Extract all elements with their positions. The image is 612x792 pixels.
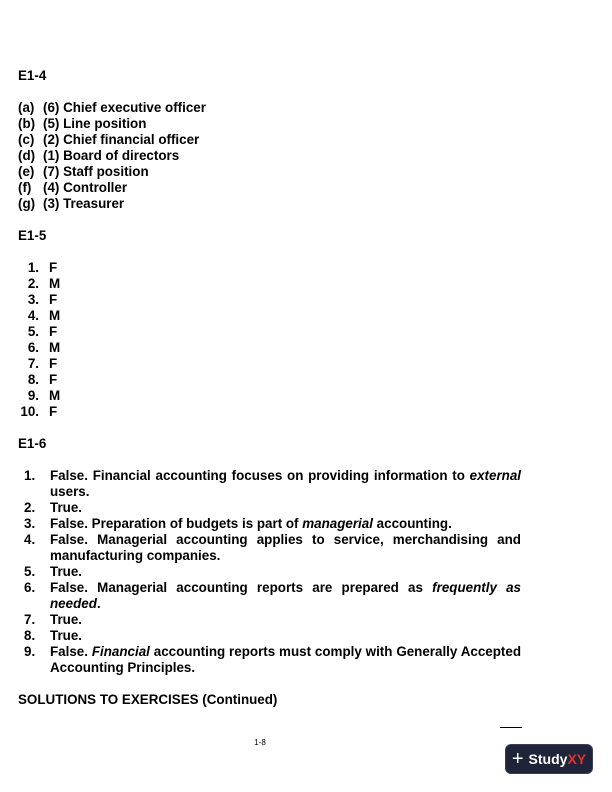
page-number: 1-8: [254, 738, 266, 747]
badge-text-accent: XY: [567, 751, 587, 767]
list-item: 1. False. Financial accounting focuses on providing information to external users.: [24, 468, 521, 499]
list-item: 3. False. Preparation of budgets is part of managerial accounting.: [24, 516, 452, 531]
e1-6-list: [24, 468, 521, 676]
footer-rule: [500, 727, 522, 728]
list-item: 5. True.: [24, 564, 82, 579]
badge-text-main: Study: [528, 751, 568, 767]
list-item: 8. True.: [24, 628, 82, 643]
section-heading-e1-4: E1-4: [18, 68, 47, 83]
list-item: (a) (6) Chief executive officer: [18, 100, 206, 115]
list-item: 6. False. Managerial accounting reports are prepared as frequently as needed.: [24, 580, 521, 611]
section-heading-e1-5: E1-5: [18, 228, 47, 243]
section-heading-e1-6: E1-6: [18, 436, 47, 451]
document-page: E1-4 (a) (6) Chief executive officer (b) (5) Line position (c) (2) Chief financial officer (d) (1) Board of directors (e) (7) Staff position (f) (4) Controller (g) (3) Treasurer E1-5 1. F 2. M 3. F 4. M 5. F 6. M 7. F 8. F 9. M 10. F E1-6 1. False. Financial accounting focuses on providing information to external users. 2. True. 3. False. Preparation of budgets is part of managerial accounting. 4. False. Managerial accounting applies to service, merchandising and manufacturing companies. 5. True. 6. False. Managerial accounting reports are prepared as frequently as needed. 7. True. 8. True. 9. False. Financial accounting reports must comply with Generally Accepted Accounting Principles. SOLUTIONS TO EXERCISES (Continued) 1-8 + Study XY: [0, 0, 612, 792]
list-item: (f) (4) Controller: [18, 180, 128, 195]
list-item: 4. False. Managerial accounting applies to service, merchandising and manufacturing companies.: [24, 532, 521, 563]
list-item: (e) (7) Staff position: [18, 164, 149, 179]
list-item: 9. False. Financial accounting reports must comply with Generally Accepted Accounting Principles.: [24, 644, 522, 675]
list-item: (g) (3) Treasurer: [18, 196, 125, 211]
list-item: 2. True.: [24, 500, 82, 515]
e1-4-list: [18, 100, 206, 212]
studyxy-badge[interactable]: [506, 745, 592, 773]
list-item: (d) (1) Board of directors: [18, 148, 180, 163]
list-item: (b) (5) Line position: [18, 116, 147, 131]
list-item: 7. True.: [24, 612, 82, 627]
continued-heading: SOLUTIONS TO EXERCISES (Continued): [18, 692, 278, 707]
plus-icon: +: [511, 748, 524, 770]
list-item: (c) (2) Chief financial officer: [18, 132, 200, 147]
